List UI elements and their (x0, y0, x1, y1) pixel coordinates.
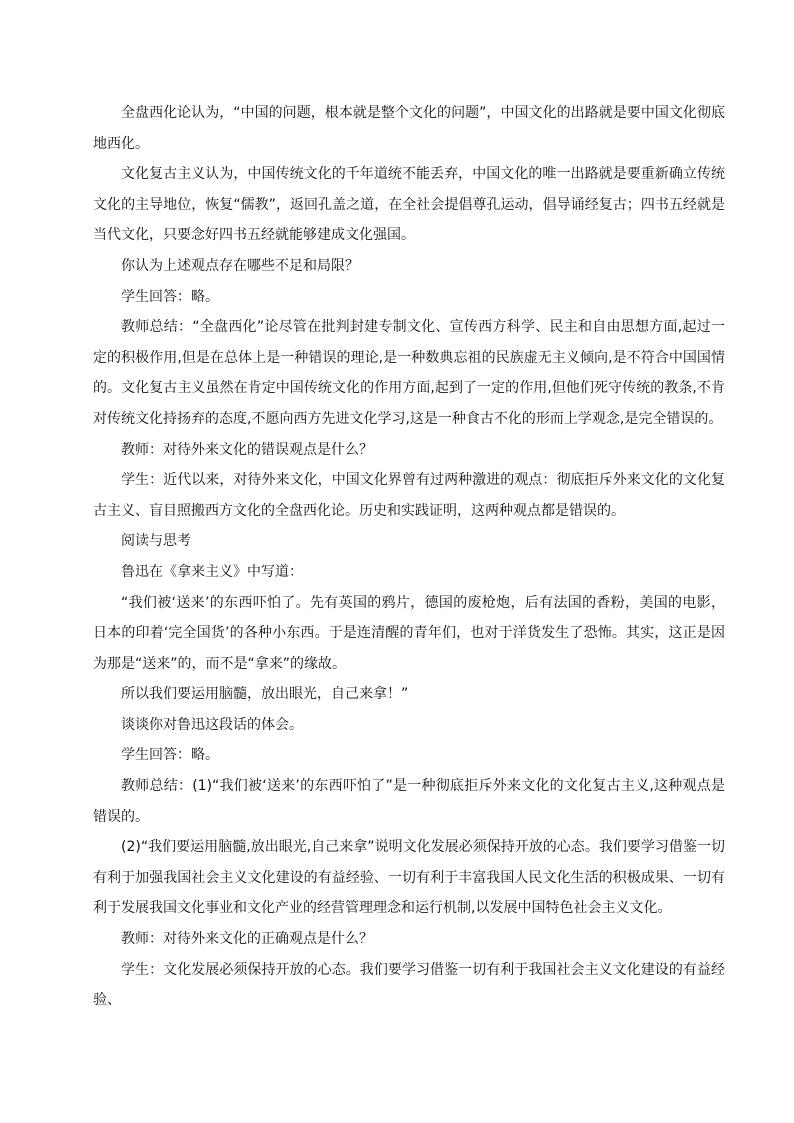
paragraph: 教师总结：“全盘西化”论尽管在批判封建专制文化、宣传西方科学、民主和自由思想方面,起过一定的积极作用,但是在总体上是一种错误的理论,是一种数典忘祖的民族虚无主义倾向,是不符合中国国情的。文化复古主义虽然在肯定中国传统文化的作用方面,起到了一定的作用,但他们死守传统的教条,不肯对传统文化持扬弃的态度,不愿向西方先进文化学习,这是一种食古不化的形而上学观念,是完全错误的。 (93, 319, 725, 427)
paragraph: 学生：文化发展必须保持开放的心态。我们要学习借鉴一切有利于我国社会主义文化建设的有益经验、 (93, 961, 725, 1009)
paragraph: 学生：近代以来，对待外来文化，中国文化界曾有过两种激进的观点：彻底拒斥外来文化的文化复古主义、盲目照搬西方文化的全盘西化论。历史和实践证明，这两种观点都是错误的。 (93, 472, 725, 519)
paragraph: 教师：对待外来文化的错误观点是什么？ (121, 441, 373, 458)
paragraph: 学生回答：略。 (121, 747, 219, 764)
document-body (93, 98, 725, 1016)
paragraph: 谈谈你对鲁迅这段话的体会。 (121, 716, 303, 733)
section-heading: 阅读与思考 (121, 533, 191, 550)
paragraph: 全盘西化论认为，“中国的问题，根本就是整个文化的问题”，中国文化的出路就是要中国文化彻底地西化。 (93, 105, 725, 152)
paragraph: (2)“我们要运用脑髓,放出眼光,自己来拿”说明文化发展必须保持开放的心态。我们要学习借鉴一切有利于加强我国社会主义文化建设的有益经验、一切有利于丰富我国人民文化生活的积极成果、一切有利于发展我国文化事业和文化产业的经营管理理念和运行机制,以发展中国特色社会主义文化。 (93, 839, 725, 917)
paragraph: 你认为上述观点存在哪些不足和局限？ (121, 257, 359, 274)
quote-paragraph: 所以我们要运用脑髓，放出眼光，自己来拿！” (121, 686, 409, 703)
paragraph: 教师总结：(1)“我们被‘送来’的东西吓怕了”是一种彻底拒斥外来文化的文化复古主义,这种观点是错误的。 (93, 778, 725, 825)
quote-paragraph: “我们被‘送来’的东西吓怕了。先有英国的鸦片，德国的废枪炮，后有法国的香粉，美国的电影，日本的印着‘完全国货’的各种小东西。于是连清醒的青年们，也对于洋货发生了恐怖。其实，这正是因为那是“送来”的，而不是“拿来”的缘故。 (93, 594, 725, 672)
paragraph: 鲁迅在《拿来主义》中写道： (121, 563, 303, 580)
paragraph: 学生回答：略。 (121, 288, 219, 305)
paragraph: 教师：对待外来文化的正确观点是什么？ (121, 931, 373, 948)
paragraph: 文化复古主义认为，中国传统文化的千年道统不能丢弃，中国文化的唯一出路就是要重新确立传统文化的主导地位，恢复“儒教”，返回孔盖之道，在全社会提倡尊孔运动，倡导诵经复古；四书五经就是当代文化，只要念好四书五经就能够建成文化强国。 (93, 166, 725, 244)
